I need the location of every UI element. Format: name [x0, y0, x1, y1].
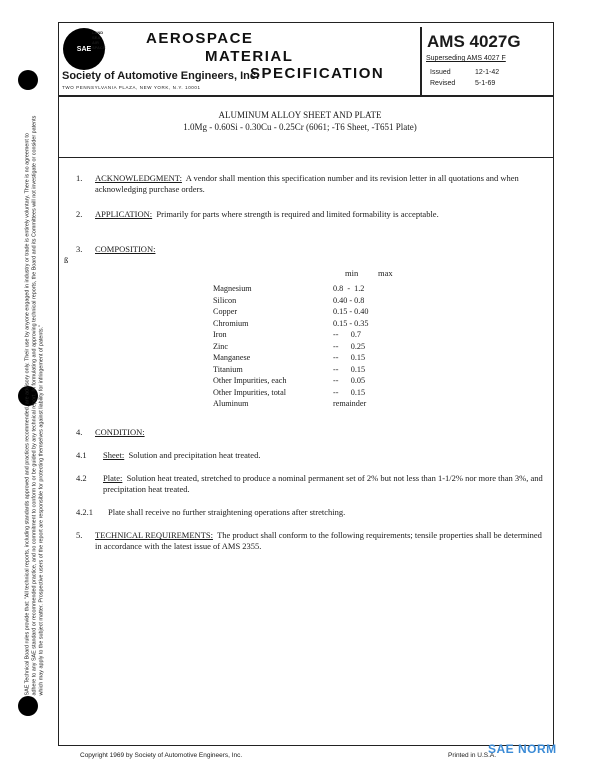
section-5 — [95, 530, 545, 552]
composition-row — [213, 364, 368, 376]
element-name: Titanium — [213, 364, 243, 374]
section-2-text: Primarily for parts where strength is required and limited formability is acceptable. — [156, 209, 439, 219]
composition-row — [213, 329, 368, 341]
society-address: TWO PENNSYLVANIA PLAZA, NEW YORK, N.Y. 10001 — [62, 85, 201, 90]
composition-min-header: min — [345, 268, 359, 278]
section-4-2-title: Plate: — [103, 473, 123, 483]
element-name: Chromium — [213, 318, 249, 328]
section-3-title: COMPOSITION: — [95, 244, 156, 254]
section-4-2 — [103, 473, 547, 495]
binder-hole-bottom — [18, 696, 38, 716]
element-range: -- 0.15 — [333, 364, 366, 374]
section-4-2-text: Solution heat treated, stretched to produce a nominal permanent set of 2% but not less than 1-1/2% nor more than 3%, and precipitation heat treated. — [103, 473, 543, 494]
margin-mark: ß — [64, 255, 69, 265]
element-range: 0.40 - 0.8 — [333, 295, 365, 305]
element-range: -- 0.05 — [333, 376, 366, 386]
composition-row — [213, 295, 368, 307]
revised-label: Revised — [430, 80, 456, 87]
issued-label: Issued — [430, 69, 451, 76]
section-4-1 — [103, 450, 260, 460]
element-range: 0.15 - 0.35 — [333, 318, 369, 328]
section-1-text: A vendor shall mention this specification number and its revision letter in all quotations and when acknowledging purchase orders. — [95, 173, 519, 194]
revised-date: 5-1-69 — [475, 80, 496, 87]
title-specification: SPECIFICATION — [250, 65, 385, 82]
title-material: MATERIAL — [205, 48, 294, 65]
section-5-number: 5. — [76, 530, 83, 540]
composition-max-header: max — [378, 268, 393, 278]
element-name: Magnesium — [213, 284, 252, 294]
composition-row — [213, 398, 368, 410]
composition-row — [213, 306, 368, 318]
document-subject: ALUMINUM ALLOY SHEET AND PLATE 1.0Mg - 0.60Si - 0.30Cu - 0.25Cr (6061; -T6 Sheet, -T651 Plate) — [183, 110, 417, 132]
subject-divider — [58, 157, 554, 158]
element-name: Silicon — [213, 295, 237, 305]
composition-row — [213, 375, 368, 387]
element-range: -- 0.15 — [333, 387, 366, 397]
section-4-1-text: Solution and precipitation heat treated. — [128, 450, 261, 460]
section-4-1-title: Sheet: — [103, 450, 125, 460]
section-2-title: APPLICATION: — [95, 209, 153, 219]
section-1-title: ACKNOWLEDGMENT: — [95, 173, 182, 183]
composition-row — [213, 387, 368, 399]
printed-notice: Printed in U.S.A. — [448, 752, 497, 759]
section-1 — [95, 173, 545, 195]
element-name: Other Impurities, each — [213, 376, 287, 386]
section-4-2-1-number: 4.2.1 — [76, 507, 93, 517]
element-name: Iron — [213, 330, 227, 340]
element-name: Zinc — [213, 341, 229, 351]
header-divider — [58, 95, 554, 97]
sae-norm-watermark: SAE NORM — [488, 742, 557, 756]
composition-row — [213, 341, 368, 353]
element-range: 0.8 - 1.2 — [333, 284, 365, 294]
section-5-title: TECHNICAL REQUIREMENTS: — [95, 530, 213, 540]
logo-tagline: LAND SEA AIR SPACE — [92, 30, 106, 50]
element-range: -- 0.25 — [333, 341, 366, 351]
sae-logo-icon: SAE — [63, 28, 105, 70]
section-4-number: 4. — [76, 427, 83, 437]
section-2 — [95, 209, 545, 220]
composition-row — [213, 318, 368, 330]
section-2-number: 2. — [76, 209, 83, 219]
technical-board-note: SAE Technical Board rules provide that: "All technical reports, including standards approved and practices recommended, are advisory only. Their use by anyone engaged in industry or trade is entirely voluntary. There is no agreement to adhere to any SAE standard or recommended practice, and no commitment to conform to or be guided by any technical report. In formulating and approving technical reports, the Board and its Committees will not investigate or consider patents which may apply to the subject matter. Prospective users of the report are responsible for protecting themselves against liability for infringement of patents." — [24, 115, 45, 696]
copyright-notice: Copyright 1969 by Society of Automotive Engineers, Inc. — [80, 752, 243, 759]
section-5-text: The product shall conform to the following requirements; tensile properties shall be determined in accordance with the latest issue of AMS 2355. — [95, 530, 542, 551]
superseding-note: Superseding AMS 4027 F — [426, 55, 506, 62]
section-4-title: CONDITION: — [95, 427, 145, 437]
section-3-number: 3. — [76, 244, 83, 254]
composition-row — [213, 352, 368, 364]
binder-hole-top — [18, 70, 38, 90]
ams-number: AMS 4027G — [427, 32, 521, 51]
element-name: Other Impurities, total — [213, 387, 286, 397]
element-range: -- 0.15 — [333, 353, 366, 363]
element-name: Manganese — [213, 353, 251, 363]
title-aerospace: AEROSPACE — [146, 30, 254, 47]
element-name: Copper — [213, 307, 238, 317]
section-1-number: 1. — [76, 173, 83, 183]
section-4-2-number: 4.2 — [76, 473, 87, 483]
society-name: Society of Automotive Engineers, Inc. — [62, 70, 260, 82]
element-name: Aluminum — [213, 399, 249, 409]
section-4-1-number: 4.1 — [76, 450, 87, 460]
section-4-2-1-text: Plate shall receive no further straightening operations after stretching. — [108, 507, 346, 517]
composition-row — [213, 283, 368, 295]
element-range: 0.15 - 0.40 — [333, 307, 369, 317]
element-range: remainder — [333, 399, 367, 409]
issued-date: 12-1-42 — [475, 69, 500, 76]
composition-table — [213, 283, 368, 410]
element-range: -- 0.7 — [333, 330, 361, 340]
